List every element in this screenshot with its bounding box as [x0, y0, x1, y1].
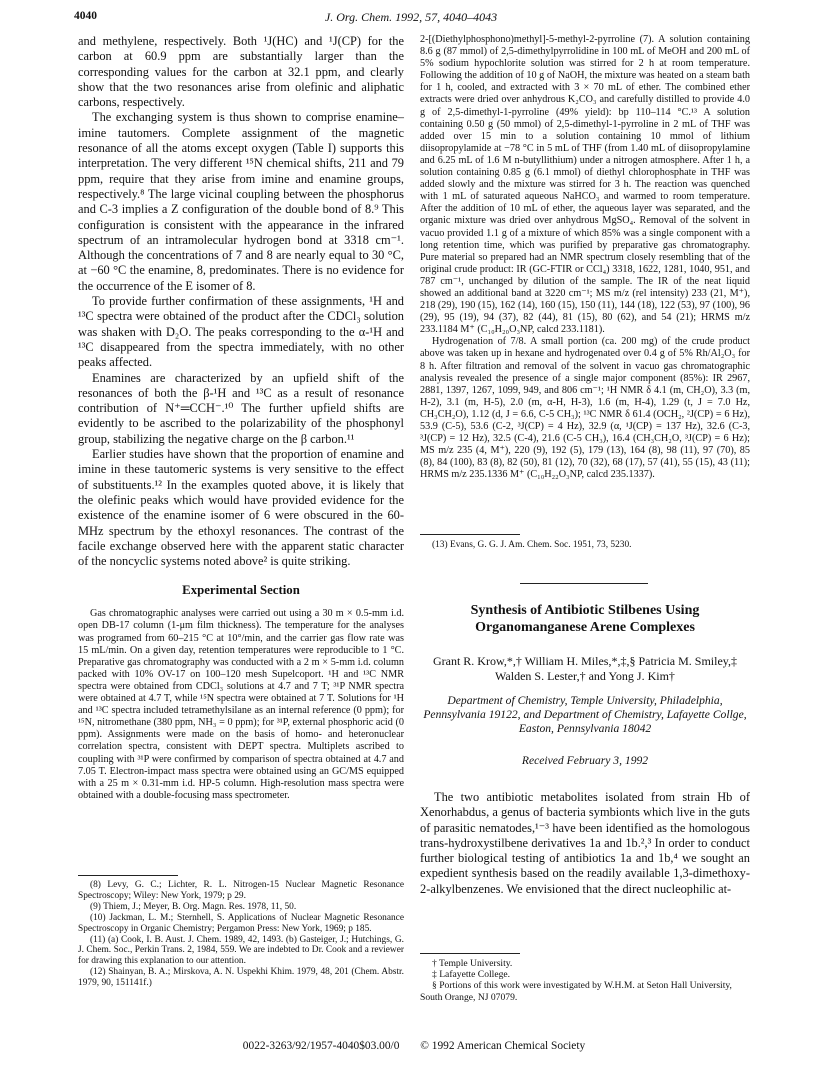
footnote: (8) Levy, G. C.; Lichter, R. L. Nitrogen-15 Nuclear Magnetic Resonance Spectroscopy; Wiley: New York, 1979; p 29.: [78, 880, 404, 901]
right-column: [420, 34, 750, 481]
article-separator: [520, 583, 648, 584]
paragraph: 2-[(Diethylphosphono)methyl]-5-methyl-2-pyrroline (7). A solution containing 8.6 g (87 mmol) of 2,5-dimethylpyrrolidine in 100 mL of MeOH and 200 mL of 5% sodium hypochlorite solution was stirred for 2 h at room temperature. Following the addition of 10 g of NaOH, the mixture was heated on a steam bath for 1 h, cooled, and extracted with 3 × 70 mL of ether. The combined ether extracts were dried over anhydrous K₂CO₃ and carefully distilled to provide 4.0 g of 2,5-dimethyl-1-pyrroline (49% yield): bp 110–114 °C.¹³ A solution containing 0.50 g (50 mmol) of 2,5-dimethyl-1-pyrroline in 2 mL of THF was added over 15 min to a solution containing 10 mmol of lithium diisopropylamide at −78 °C in 5 mL of THF (from 1.40 mL of diisopropylamine and 6.25 mL of 1.6 M n-butyllithium) under a nitrogen atmosphere. After 1 h, a solution containing 0.85 g (6.1 mmol) of diethyl chlorophosphate in THF was added slowly and the mixture was stirred for 3 h. The reaction was quenched with 1 mL of saturated aqueous NaHCO₃ and warmed to room temperature. After the addition of 10 mL of ether, the aqueous layer was separated, and the organic mixture was dried over anhydrous MgSO₄. Removal of the solvent in vacuo provided 1.1 g of a mixture of which 85% was a single component with a long retention time, which was purified by preparative gas chromatography. Pure material so prepared had an NMR spectrum closely resembling that of the original crude product: IR (GC-FTIR or CCl₄) 3318, 1622, 1281, 1040, 951, and 787 cm⁻¹, unchanged by dilution of the sample. The IR of the neat liquid showed an additional band at 3220 cm⁻¹; MS m/z (rel intensity) 233 (21, M⁺), 218 (29), 190 (15), 162 (14), 160 (15), 150 (11), 144 (18), 122 (53), 97 (100), 96 (29), 95 (19), 94 (37), 82 (44), 81 (15), 80 (62), and 54 (21); HRMS m/z 233.1184 M⁺ (C₁₀H₂₀O₃NP, calcd 233.1181).: [420, 34, 750, 336]
left-body-text: [78, 34, 404, 569]
footnote-rule: [78, 875, 178, 876]
paragraph: Earlier studies have shown that the proportion of enamine and imine in these tautomeric systems is very sensitive to the effect of substituents.¹² In the examples quoted above, it is likely that the olefinic peaks which would have provided evidence for the existence of the enamine isomer of 6 were obscured in the 60-MHz spectrum by the ethoxyl resonances. The contrast of the facile exchange observed here with the apparent static character of the noncyclic systems noted above² is quite striking.: [78, 447, 404, 569]
footnote: (11) (a) Cook, I. B. Aust. J. Chem. 1989, 42, 1493. (b) Gasteiger, J.; Hutchings, G. J. Chem. Soc., Perkin Trans. 2, 1984, 559. We are indebted to Dr. Cook and a reviewer for drawing this explanation to our attention.: [78, 934, 404, 967]
footnote: (12) Shainyan, B. A.; Mirskova, A. N. Uspekhi Khim. 1979, 48, 201 (Chem. Abstr. 1979, 90, 151141f.): [78, 967, 404, 989]
affiliation-note: ‡ Lafayette College.: [432, 969, 511, 981]
received-date: Received February 3, 1992: [521, 754, 649, 767]
article-body: The two antibiotic metabolites isolated from strain Hb of Xenorhabdus, a genus of bacteria symbionts which live in the guts of parasitic nematodes,¹⁻³ have been identified as the homologous trans-hydroxystilbene derivatives 1a and 1b.²,³ In order to conduct further biological testing of antibiotics 1a and 1b,⁴ we sought an expedient synthesis based on the readily available 1,3-dimethoxy-2-alkylbenzenes. We envisioned that the direct nucleophilic at-: [420, 790, 750, 896]
running-head: [74, 10, 748, 28]
footnotes: [78, 875, 404, 989]
experimental-procedures: [420, 34, 750, 481]
affiliation-note: † Temple University.: [432, 958, 513, 969]
affiliation-notes: [420, 953, 750, 1003]
issn-code: 0022-3263/92/1957-4040$03.00/0: [242, 1040, 400, 1052]
footnote-rule: [420, 953, 520, 954]
article-title: Synthesis of Antibiotic Stilbenes Using Organomanganese Arene Complexes: [470, 603, 700, 635]
paragraph: Hydrogenation of 7/8. A small portion (ca. 200 mg) of the crude product above was taken up in hexane and hydrogenated over 0.4 g of 5% Rh/Al₂O₃ for 8 h. After filtration and removal of the solvent in vacuo gas chromatographic analysis revealed the presence of a single major component (85%): IR 2967, 2881, 1397, 1267, 1099, 949, and 806 cm⁻¹; ¹H NMR δ 4.1 (m, CH₂O), 3.3 (m, H-2), 3.1 (m, H-5), 2.0 (m, α-H, H-3), 1.6 (m, H-4), 1.29 (t, J = 7.0 Hz, CH₃CH₂O), 1.12 (d, J = 6.6, C-5 CH₃); ¹³C NMR δ 61.4 (OCH₂, ²J(CP) = 6 Hz), 53.9 (C-5), 53.6 (C-2, ³J(CP) = 4 Hz), 32.9 (α, ¹J(CP) = 137 Hz), 32.6 (C-3, ³J(CP) = 12 Hz), 32.5 (C-4), 21.6 (C-5 CH₃), 16.4 (CH₃CH₂O, ³J(CP) = 6 Hz); MS m/z 235 (4, M⁺), 220 (9), 192 (5), 179 (13), 164 (8), 98 (11), 97 (70), 85 (8), 84 (100), 83 (8), 82 (50), 81 (12), 70 (32), 68 (17), 57 (41), 55 (15), 43 (11); HRMS m/z 235.1336 M⁺ (C₁₀H₂₂O₃NP, calcd 235.1337).: [420, 336, 750, 481]
reference-13: [420, 534, 750, 551]
paragraph: Gas chromatographic analyses were carried out using a 30 m × 0.5-mm i.d. open DB-17 column (1-μm film thickness). The temperature for the analyses was programed from 60–215 °C at 10°/min, and the carrier gas flow rate was 15 mL/min. On a given day, retention temperatures were reproducible to 1 °C. Preparative gas chromatography was conducted with a 2 m × 5-mm i.d. column packed with 10% OV-17 on 100–120 mesh Supelcoport. ¹H and ¹³C NMR spectra were obtained from CDCl₃ solutions at 4.7 and 7 T; ³¹P NMR spectra were obtained at 4.7 T, while ¹⁵N spectra were obtained at 7 T. Solutions for ¹H and ¹³C spectra included tetramethylsilane as an internal reference (0 ppm); for ¹⁵N, nitromethane (380 ppm, NH₃ = 0 ppm); for ³¹P, external phosphoric acid (0 ppm). Assignments were made on the basis of homo- and heteronuclear correlation spectra, consistent with DEPT spectra. Multiplets ascribed to coupling with ³¹P were confirmed by comparison of spectra obtained at 4.7 and 7.05 T. Electron-impact mass spectra were obtained using an GC/MS equipped with a 25 m × 0.31-mm i.d. HP-5 column. High-resolution mass spectra were obtained with a double-focusing mass spectrometer.: [78, 608, 404, 801]
article-authors: Grant R. Krow,*,† William H. Miles,*,‡,§ Patricia M. Smiley,‡ Walden S. Lester,† and Yong J. Kim†: [432, 654, 738, 683]
footnote: (10) Jackman, L. M.; Sternhell, S. Applications of Nuclear Magnetic Resonance Spectroscopy in Organic Chemistry; Pergamon Press: New York, 1969; p 185.: [78, 912, 404, 934]
paragraph: The exchanging system is thus shown to comprise enamine–imine tautomers. Complete assignment of the magnetic resonance of all the atoms except oxygen (Table I) supports this interpretation. The very different ¹⁵N chemical shifts, 211 and 79 ppm, require that they arise from imine and enamine groups, respectively.⁸ The large vicinal coupling between the phosphorus and C-3 implies a Z configuration of the double bond of 8.⁹ This configuration is consistent with the appearance in the infrared spectrum of an intramolecular hydrogen bond at 3318 cm⁻¹. Although the concentrations of 7 and 8 are nearly equal to 30 °C, at −60 °C the enamine, 8, predominates. There is no evidence for the occurrence of the E isomer of 8.: [78, 110, 404, 293]
left-column: [78, 34, 404, 802]
footnote: (9) Thiem, J.; Meyer, B. Org. Magn. Res. 1978, 11, 50.: [90, 901, 297, 912]
paragraph: Enamines are characterized by an upfield shift of the resonances of both the β-¹H and ¹³C as a result of resonance contribution of N⁺═CCH⁻.¹⁰ The further upfield shifts are evidently to be ascribed to the polarizability of the phosphonyl group, stabilizing the negative charge on the β carbon.¹¹: [78, 370, 404, 446]
footnote-rule: [420, 534, 520, 535]
affiliation-note: § Portions of this work were investigated by W.H.M. at Seton Hall University, South Orange, NJ 07079.: [420, 980, 732, 1003]
copyright: © 1992 American Chemical Society: [420, 1040, 586, 1052]
paragraph: To provide further confirmation of these assignments, ¹H and ¹³C spectra were obtained of the product after the CDCl₃ solution was shaken with D₂O. The peaks corresponding to the α-¹H and ¹³C disappeared from the spectra immediately, with no other peaks affected.: [78, 294, 404, 370]
experimental-text: [78, 608, 404, 802]
article-affiliation: Department of Chemistry, Temple University, Philadelphia, Pennsylvania 19122, and Department of Chemistry, Lafayette Collge, Easton, Pennsylvania 18042: [423, 694, 747, 736]
journal-citation: J. Org. Chem. 1992, 57, 4040–4043: [324, 10, 498, 24]
section-heading: Experimental Section: [182, 583, 300, 598]
paragraph: and methylene, respectively. Both ¹J(HC) and ¹J(CP) for the carbon at 60.9 ppm are substantially larger than the corresponding values for the carbon at 32.1 ppm, and clearly show that the two resonances arise from olefinic and aliphatic carbons, respectively.: [78, 34, 404, 110]
page-number: 4040: [74, 10, 97, 22]
footnote: (13) Evans, G. G. J. Am. Chem. Soc. 1951, 73, 5230.: [432, 540, 632, 550]
page-footer: [78, 1040, 750, 1052]
